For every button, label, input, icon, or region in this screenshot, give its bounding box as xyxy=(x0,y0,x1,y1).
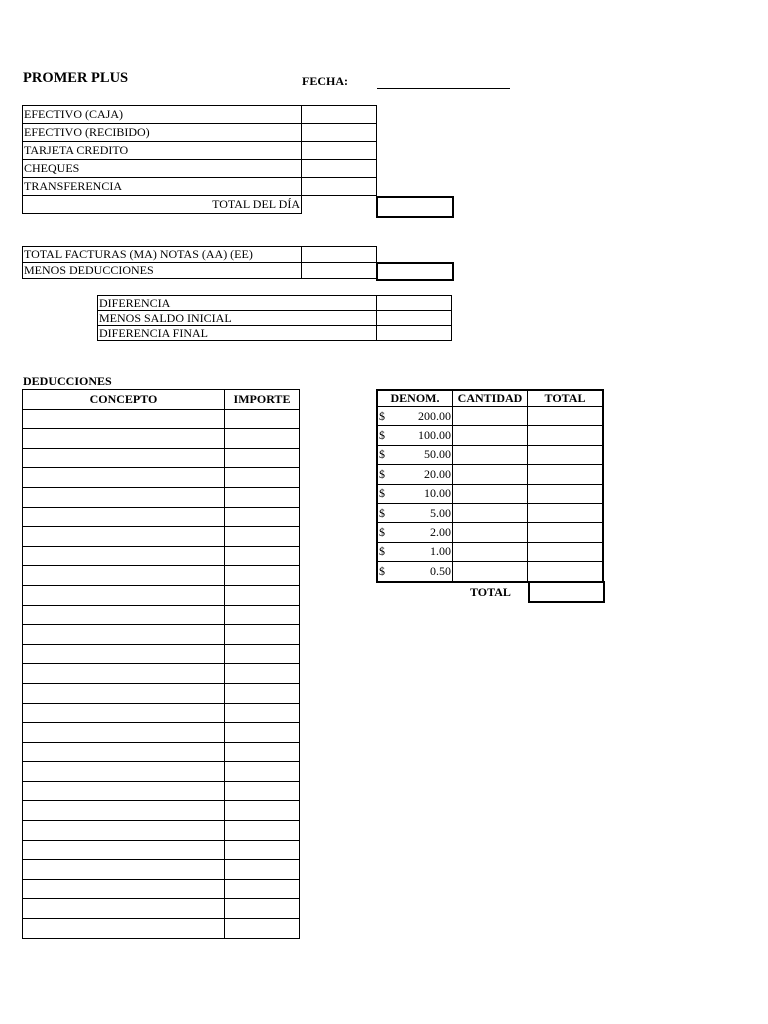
denom-value: 1.00 xyxy=(430,544,451,559)
total-cell[interactable] xyxy=(528,484,604,503)
concepto-cell[interactable] xyxy=(23,507,225,527)
importe-cell[interactable] xyxy=(225,781,300,801)
table-header-row xyxy=(377,390,603,407)
concepto-cell[interactable] xyxy=(23,585,225,605)
row-label: CHEQUES xyxy=(23,160,302,178)
currency-symbol: $ xyxy=(379,525,385,540)
importe-cell[interactable] xyxy=(225,879,300,899)
table-row xyxy=(23,703,300,723)
cantidad-header: CANTIDAD xyxy=(453,390,528,407)
importe-cell[interactable] xyxy=(225,742,300,762)
table-row xyxy=(23,468,300,488)
table-row xyxy=(23,124,377,142)
total-cell[interactable] xyxy=(528,523,604,542)
importe-cell[interactable] xyxy=(225,683,300,703)
table-row xyxy=(23,919,300,939)
cantidad-cell[interactable] xyxy=(453,465,528,484)
importe-cell[interactable] xyxy=(225,468,300,488)
row-label: DIFERENCIA FINAL xyxy=(98,326,377,341)
total-cell[interactable] xyxy=(528,562,604,582)
table-row xyxy=(377,523,603,542)
row-label: TRANSFERENCIA xyxy=(23,178,302,196)
table-row xyxy=(23,247,377,263)
ingresos-table xyxy=(22,105,377,214)
value-cell[interactable] xyxy=(302,160,377,178)
concepto-cell[interactable] xyxy=(23,664,225,684)
table-row xyxy=(23,860,300,880)
table-row xyxy=(23,625,300,645)
total-cell[interactable] xyxy=(528,426,604,445)
value-cell[interactable] xyxy=(377,296,452,311)
row-label: EFECTIVO (RECIBIDO) xyxy=(23,124,302,142)
value-cell[interactable] xyxy=(302,178,377,196)
table-row xyxy=(377,542,603,561)
table-row xyxy=(23,487,300,507)
menos-deducciones-box[interactable] xyxy=(376,262,454,281)
currency-symbol: $ xyxy=(379,408,385,423)
cantidad-cell[interactable] xyxy=(453,484,528,503)
table-row xyxy=(377,562,603,582)
currency-symbol: $ xyxy=(379,563,385,578)
table-row xyxy=(23,429,300,449)
concepto-cell[interactable] xyxy=(23,409,225,429)
table-row xyxy=(23,585,300,605)
importe-cell[interactable] xyxy=(225,448,300,468)
currency-symbol: $ xyxy=(379,486,385,501)
denominaciones-table xyxy=(376,389,604,583)
denom-value: 100.00 xyxy=(418,428,451,443)
table-row xyxy=(377,503,603,522)
row-label: TOTAL FACTURAS (MA) NOTAS (AA) (EE) xyxy=(23,247,302,263)
currency-symbol: $ xyxy=(379,505,385,520)
table-row xyxy=(23,507,300,527)
concepto-cell[interactable] xyxy=(23,703,225,723)
table-row xyxy=(23,683,300,703)
concepto-cell[interactable] xyxy=(23,919,225,939)
importe-cell[interactable] xyxy=(225,860,300,880)
importe-cell[interactable] xyxy=(225,899,300,919)
row-label: EFECTIVO (CAJA) xyxy=(23,106,302,124)
table-row xyxy=(23,742,300,762)
table-row xyxy=(23,263,377,279)
concepto-header: CONCEPTO xyxy=(23,390,225,410)
importe-cell[interactable] xyxy=(225,429,300,449)
total-cell[interactable] xyxy=(528,445,604,464)
table-row xyxy=(23,762,300,782)
table-row xyxy=(98,296,452,311)
concepto-cell[interactable] xyxy=(23,801,225,821)
denom-value: 2.00 xyxy=(430,525,451,540)
denom-value: 20.00 xyxy=(424,466,451,481)
row-label: MENOS SALDO INICIAL xyxy=(98,311,377,326)
value-cell[interactable] xyxy=(302,263,377,279)
denom-value: 5.00 xyxy=(430,505,451,520)
importe-cell[interactable] xyxy=(225,801,300,821)
denom-total-label: TOTAL xyxy=(470,585,511,599)
value-cell[interactable] xyxy=(302,142,377,160)
table-row xyxy=(23,142,377,160)
denom-value: 50.00 xyxy=(424,447,451,462)
importe-cell[interactable] xyxy=(225,507,300,527)
value-cell[interactable] xyxy=(302,124,377,142)
table-row xyxy=(377,465,603,484)
row-label: MENOS DEDUCCIONES xyxy=(23,263,302,279)
importe-cell[interactable] xyxy=(225,566,300,586)
currency-symbol: $ xyxy=(379,544,385,559)
table-row xyxy=(23,160,377,178)
denom-header: DENOM. xyxy=(377,390,453,407)
importe-cell[interactable] xyxy=(225,625,300,645)
denom-total-box[interactable] xyxy=(528,581,605,603)
total-cell[interactable] xyxy=(528,465,604,484)
table-row xyxy=(23,821,300,841)
table-row xyxy=(23,879,300,899)
importe-cell[interactable] xyxy=(225,723,300,743)
table-row xyxy=(23,196,377,214)
importe-cell[interactable] xyxy=(225,821,300,841)
denom-value: 200.00 xyxy=(418,408,451,423)
table-row xyxy=(23,448,300,468)
table-row xyxy=(377,426,603,445)
total-cell[interactable] xyxy=(528,542,604,561)
concepto-cell[interactable] xyxy=(23,683,225,703)
facturas-table xyxy=(22,246,377,279)
table-row xyxy=(23,605,300,625)
concepto-cell[interactable] xyxy=(23,487,225,507)
concepto-cell[interactable] xyxy=(23,723,225,743)
table-row xyxy=(23,644,300,664)
row-label: TARJETA CREDITO xyxy=(23,142,302,160)
importe-cell[interactable] xyxy=(225,409,300,429)
table-row xyxy=(98,311,452,326)
currency-symbol: $ xyxy=(379,428,385,443)
cantidad-cell[interactable] xyxy=(453,523,528,542)
table-row xyxy=(23,566,300,586)
total-cell[interactable] xyxy=(528,503,604,522)
table-row xyxy=(23,781,300,801)
importe-cell[interactable] xyxy=(225,840,300,860)
total-dia-box[interactable] xyxy=(376,196,454,218)
table-row xyxy=(377,407,603,426)
concepto-cell[interactable] xyxy=(23,821,225,841)
importe-cell[interactable] xyxy=(225,644,300,664)
concepto-cell[interactable] xyxy=(23,527,225,547)
concepto-cell[interactable] xyxy=(23,840,225,860)
table-row xyxy=(23,409,300,429)
table-row xyxy=(377,484,603,503)
concepto-cell[interactable] xyxy=(23,566,225,586)
cantidad-cell[interactable] xyxy=(453,426,528,445)
value-cell[interactable] xyxy=(302,247,377,263)
table-header-row xyxy=(23,390,300,410)
value-cell[interactable] xyxy=(377,326,452,341)
fecha-input-line[interactable] xyxy=(377,88,510,89)
deducciones-table xyxy=(22,389,300,939)
importe-header: IMPORTE xyxy=(225,390,300,410)
concepto-cell[interactable] xyxy=(23,644,225,664)
row-label: DIFERENCIA xyxy=(98,296,377,311)
concepto-cell[interactable] xyxy=(23,546,225,566)
concepto-cell[interactable] xyxy=(23,468,225,488)
cantidad-cell[interactable] xyxy=(453,562,528,582)
currency-symbol: $ xyxy=(379,466,385,481)
importe-cell[interactable] xyxy=(225,546,300,566)
value-cell[interactable] xyxy=(302,106,377,124)
table-row xyxy=(98,326,452,341)
concepto-cell[interactable] xyxy=(23,605,225,625)
table-row xyxy=(23,178,377,196)
concepto-cell[interactable] xyxy=(23,742,225,762)
importe-cell[interactable] xyxy=(225,664,300,684)
cantidad-cell[interactable] xyxy=(453,445,528,464)
importe-cell[interactable] xyxy=(225,527,300,547)
importe-cell[interactable] xyxy=(225,605,300,625)
concepto-cell[interactable] xyxy=(23,429,225,449)
cantidad-cell[interactable] xyxy=(453,542,528,561)
table-row xyxy=(23,106,377,124)
table-row xyxy=(377,445,603,464)
total-header: TOTAL xyxy=(528,390,604,407)
importe-cell[interactable] xyxy=(225,919,300,939)
total-cell[interactable] xyxy=(528,407,604,426)
table-row xyxy=(23,527,300,547)
concepto-cell[interactable] xyxy=(23,879,225,899)
table-row xyxy=(23,899,300,919)
table-row xyxy=(23,546,300,566)
table-row xyxy=(23,840,300,860)
concepto-cell[interactable] xyxy=(23,860,225,880)
importe-cell[interactable] xyxy=(225,703,300,723)
deducciones-title: DEDUCCIONES xyxy=(23,374,112,388)
cantidad-cell[interactable] xyxy=(453,407,528,426)
diferencias-table xyxy=(97,295,452,341)
concepto-cell[interactable] xyxy=(23,899,225,919)
total-dia-label: TOTAL DEL DÍA xyxy=(23,196,302,214)
concepto-cell[interactable] xyxy=(23,762,225,782)
concepto-cell[interactable] xyxy=(23,625,225,645)
value-cell[interactable] xyxy=(377,311,452,326)
concepto-cell[interactable] xyxy=(23,448,225,468)
form-title: PROMER PLUS xyxy=(23,70,129,86)
importe-cell[interactable] xyxy=(225,487,300,507)
table-row xyxy=(23,801,300,821)
currency-symbol: $ xyxy=(379,447,385,462)
table-row xyxy=(23,723,300,743)
importe-cell[interactable] xyxy=(225,762,300,782)
denom-value: 10.00 xyxy=(424,486,451,501)
concepto-cell[interactable] xyxy=(23,781,225,801)
importe-cell[interactable] xyxy=(225,585,300,605)
table-row xyxy=(23,664,300,684)
fecha-label: FECHA: xyxy=(302,74,348,88)
cantidad-cell[interactable] xyxy=(453,503,528,522)
denom-value: 0.50 xyxy=(430,563,451,578)
